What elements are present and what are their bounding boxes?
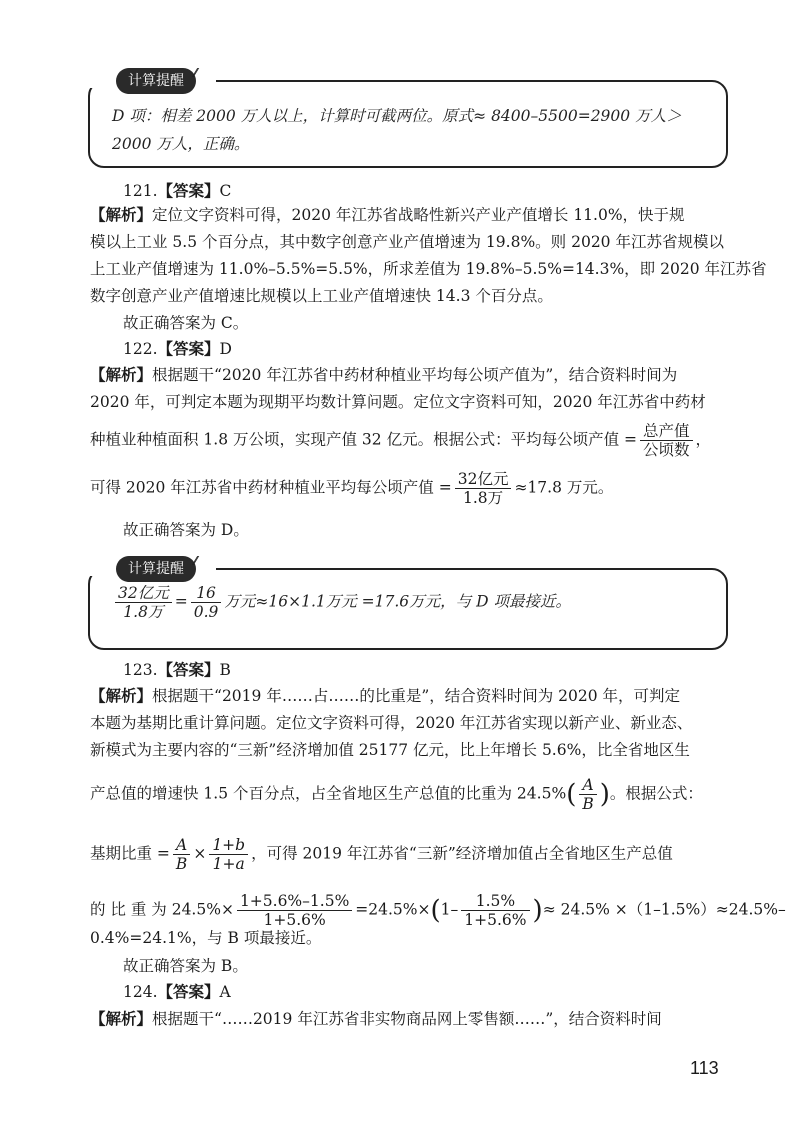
calc-tip-box: [88, 554, 728, 650]
q122-analysis-line-4: 可得 2020 年江苏省中药材种植业平均每公顷产值 = $\frac{\text{32亿元}}{\text{1.8万}}$ ≈17.8 万元。: [90, 470, 614, 507]
calc-tip-box: [88, 66, 728, 168]
q123-analysis-line-6: 的 比 重 为 24.5%× $\frac{1+5.6\%-1.5\%}{1+5.6\%}$ =24.5%×(1– $\frac{1.5\%}{1+5.6\%}$ )≈ 24.5% ×（1–1.5%）≈24.5%–: [90, 892, 786, 929]
q123-analysis-line-3: 新模式为主要内容的“三新”经济增加值 25177 亿元，比上年增长 5.6%，比全省地区生: [90, 741, 690, 759]
fraction: $\frac{1.5\%}{1+5.6\%}$: [461, 892, 529, 929]
q122-conclusion: 故正确答案为 D。: [123, 521, 249, 539]
q123-analysis-line-7: 0.4%=24.1%，与 B 项最接近。: [90, 929, 322, 947]
q124-analysis-line-1: 【解析】根据题干“……2019 年江苏省非实物商品网上零售额……”，结合资料时间: [90, 1009, 662, 1028]
q123-conclusion: 故正确答案为 B。: [123, 957, 248, 975]
sparkle-icon: ⁄⁄: [194, 66, 197, 80]
fraction: $\frac{\text{总产值}}{\text{公顷数}}$: [640, 422, 693, 459]
fraction: $\frac{1+b}{1+a}$: [209, 836, 248, 873]
q121-answer-line: 121.【答案】C: [123, 181, 232, 200]
sparkle-icon: ⁄⁄: [194, 554, 197, 568]
q122-analysis-line-2: 2020 年，可判定本题为现期平均数计算问题。定位文字资料可知，2020 年江苏省中药材: [90, 393, 706, 411]
q123-analysis-line-5: 基期比重 = $\frac{A}{B}$ × $\frac{1+b}{1+a}$ ，可得 2019 年江苏省“三新”经济增加值占全省地区生产总值: [90, 836, 673, 873]
calc-tip-text: D 项：相差 2000 万人以上，计算时可截两位。原式≈ 8400–5500=2900 万人＞ 2000 万人，正确。: [112, 107, 682, 153]
q123-answer-line: 123.【答案】B: [123, 660, 231, 679]
fraction: $\frac{A}{B}$: [579, 776, 596, 813]
calc-tip-text: $\frac{\text{32亿元}}{\text{1.8万}}$ = $\frac{16}{0.9}$ 万元≈16×1.1万元 =17.6万元，与 D 项最接近。: [112, 584, 712, 621]
fraction: $\frac{16}{0.9}$: [191, 584, 222, 621]
q122-analysis-line-3: 种植业种植面积 1.8 万公顷，实现产值 32 亿元。根据公式：平均每公顷产值 = $\frac{\text{总产值}}{\text{公顷数}}$ ，: [90, 422, 712, 459]
fraction: $\frac{1+5.6\%-1.5\%}{1+5.6\%}$: [237, 892, 352, 929]
q124-answer-line: 124.【答案】A: [123, 982, 231, 1001]
q123-analysis-line-1: 【解析】根据题干“2019 年……占……的比重是”，结合资料时间为 2020 年，可判定: [90, 686, 681, 705]
q121-analysis-line-3: 上工业产值增速为 11.0%–5.5%=5.5%，所求差值为 19.8%–5.5%=14.3%，即 2020 年江苏省: [90, 260, 767, 278]
q121-analysis-line-1: 【解析】定位文字资料可得，2020 年江苏省战略性新兴产业产值增长 11.0%，快于规: [90, 205, 685, 224]
q121-analysis-line-2: 模以上工业 5.5 个百分点，其中数字创意产业产值增速为 19.8%。则 2020 年江苏省规模以: [90, 233, 724, 251]
page-number: 113: [690, 1058, 719, 1078]
calc-tip-tag: 计算提醒: [116, 68, 196, 94]
q122-analysis-line-1: 【解析】根据题干“2020 年江苏省中药材种植业平均每公顷产值为”，结合资料时间为: [90, 365, 678, 384]
fraction: $\frac{\text{32亿元}}{\text{1.8万}}$: [455, 470, 512, 507]
q123-analysis-line-4: 产总值的增速快 1.5 个百分点，占全省地区生产总值的比重为 24.5%( $\frac{A}{B}$ )。根据公式：: [90, 776, 703, 813]
q122-answer-line: 122.【答案】D: [123, 339, 232, 358]
q123-analysis-line-2: 本题为基期比重计算问题。定位文字资料可得，2020 年江苏省实现以新产业、新业态、: [90, 714, 693, 732]
fraction: $\frac{A}{B}$: [173, 836, 190, 873]
calc-tip-tag: 计算提醒: [116, 556, 196, 582]
fraction: $\frac{\text{32亿元}}{\text{1.8万}}$: [115, 584, 172, 621]
q121-analysis-line-4: 数字创意产业产值增速比规模以上工业产值增速快 14.3 个百分点。: [90, 287, 553, 305]
q121-conclusion: 故正确答案为 C。: [123, 314, 249, 332]
